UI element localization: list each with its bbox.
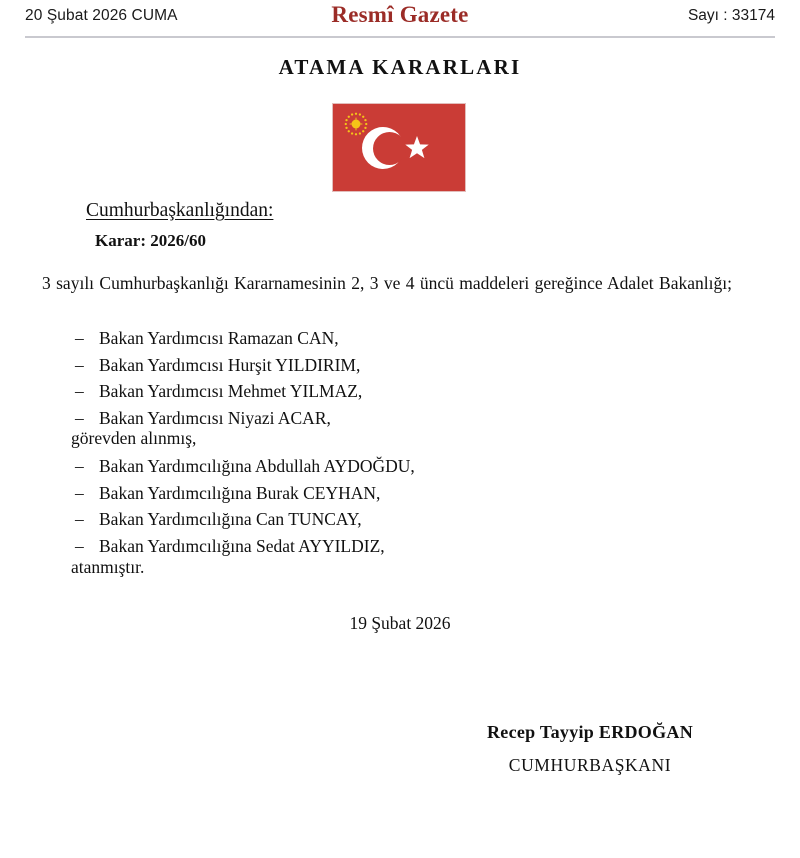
- presidential-sun-emblem-icon: [340, 108, 372, 140]
- issuing-authority: Cumhurbaşkanlığından:: [86, 200, 274, 221]
- masthead-divider: [25, 36, 775, 38]
- list-item-label: Bakan Yardımcısı Niyazi ACAR,: [99, 407, 331, 428]
- list-dash: –: [75, 328, 84, 348]
- list-item-label: Bakan Yardımcısı Hurşit YILDIRIM,: [99, 354, 361, 375]
- list-item: [75, 480, 415, 507]
- list-item: [75, 533, 415, 560]
- masthead-issue-number: Sayı : 33174: [687, 7, 775, 24]
- list-item: [75, 352, 362, 379]
- list-item: [75, 325, 362, 352]
- turkish-flag-icon: [332, 103, 466, 192]
- list-dash: –: [75, 456, 84, 476]
- list-dash: –: [75, 381, 84, 401]
- dismissal-closing-text: görevden alınmış,: [71, 428, 197, 448]
- list-item-label: Bakan Yardımcılığına Burak CEYHAN,: [99, 482, 381, 503]
- list-item-label: Bakan Yardımcısı Mehmet YILMAZ,: [99, 381, 363, 401]
- decision-number: Karar: 2026/60: [95, 231, 206, 250]
- dismissed-officials-list: [75, 325, 362, 431]
- signatory-name: Recep Tayyip ERDOĞAN: [486, 722, 694, 742]
- signatory-title: CUMHURBAŞKANI: [508, 755, 672, 775]
- masthead-date: 20 Şubat 2026 CUMA: [25, 7, 178, 24]
- decision-date: 19 Şubat 2026: [349, 613, 451, 633]
- list-item-label: Bakan Yardımcılığına Sedat AYYILDIZ,: [99, 535, 385, 556]
- appointment-closing-text: atanmıştır.: [71, 557, 145, 577]
- list-item-label: Bakan Yardımcılığına Abdullah AYDOĞDU,: [99, 456, 415, 476]
- list-item-label: Bakan Yardımcısı Ramazan CAN,: [99, 328, 339, 348]
- signature-block: [420, 722, 760, 776]
- list-dash: –: [75, 482, 84, 503]
- masthead-title: Resmî Gazete: [331, 2, 469, 27]
- flag-star-icon: [404, 135, 430, 161]
- list-item-label: Bakan Yardımcılığına Can TUNCAY,: [99, 509, 362, 529]
- decision-intro-paragraph: 3 sayılı Cumhurbaşkanlığı Kararnamesinin 2, 3 ve 4 üncü maddeleri gereğince Adalet Bakanlığı;: [42, 273, 732, 293]
- list-item: [75, 378, 362, 405]
- list-dash: –: [75, 535, 84, 556]
- appointed-officials-list: [75, 453, 415, 559]
- list-dash: –: [75, 354, 84, 375]
- page-title: ATAMA KARARLARI: [278, 55, 522, 79]
- list-dash: –: [75, 407, 84, 428]
- list-item: [75, 453, 415, 480]
- list-dash: –: [75, 509, 84, 529]
- list-item: [75, 506, 415, 533]
- flag-crescent-cut: [373, 132, 406, 165]
- masthead: [0, 0, 800, 38]
